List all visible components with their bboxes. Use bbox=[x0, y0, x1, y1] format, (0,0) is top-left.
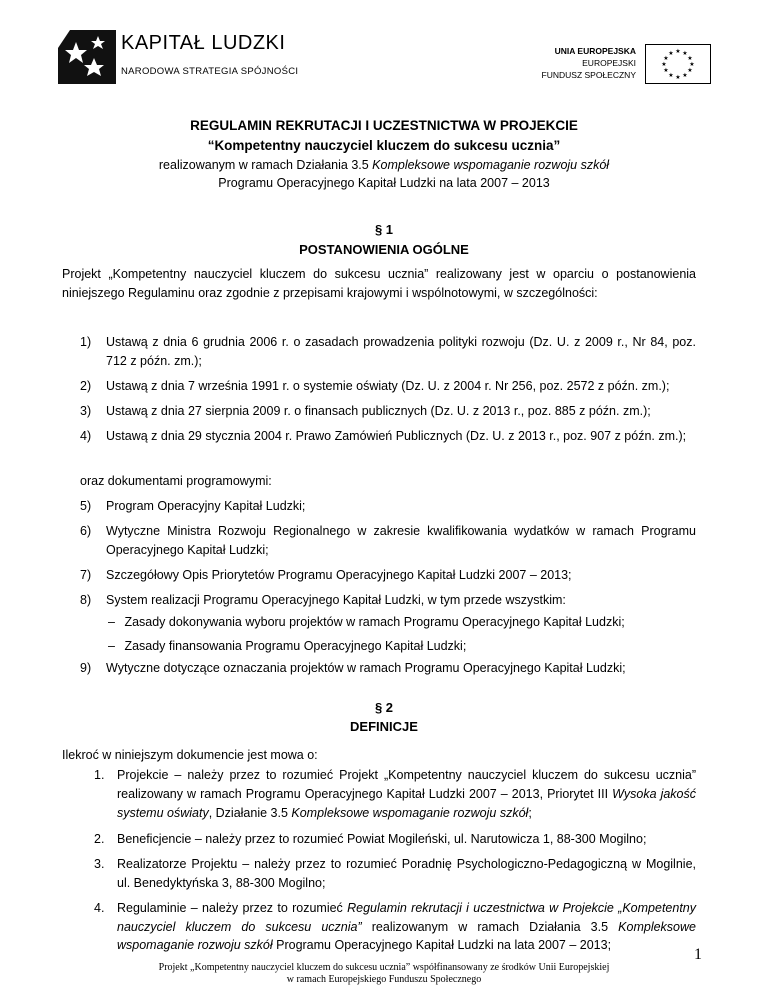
definition-italic-part: Kompleksowe wspomaganie rozwoju szkół bbox=[291, 806, 529, 820]
definition-item bbox=[94, 830, 696, 849]
definition-text bbox=[94, 899, 696, 955]
list-item-text: Szczegółowy Opis Priorytetów Programu Operacyjnego Kapitał Ludzki 2007 – 2013; bbox=[106, 568, 572, 582]
svg-text:★: ★ bbox=[682, 72, 688, 79]
svg-text:★: ★ bbox=[668, 72, 674, 79]
section-1-intro: Projekt „Kompetentny nauczyciel kluczem do sukcesu ucznia” realizowany jest w oparciu o postanowienia niniejszego Regulaminu oraz zgodnie z przepisami krajowymi i wspólnotowymi, w szczególności: bbox=[62, 267, 696, 300]
definition-text-part: , Działanie 3.5 bbox=[208, 806, 292, 820]
document-title: REGULAMIN REKRUTACJI I UCZESTNICTWA W PROJEKCIE bbox=[190, 118, 578, 133]
definition-text: Beneficjencie – należy przez to rozumieć Powiat Mogileński, ul. Narutowicza 1, 88-300 Mogilno; bbox=[117, 832, 647, 846]
logo-title: KAPITAŁ LUDZKI bbox=[121, 32, 286, 54]
title-line-3a: realizowanym w ramach Działania 3.5 bbox=[158, 158, 373, 172]
svg-text:★: ★ bbox=[682, 50, 688, 57]
definition-text: Realizatorze Projektu – należy przez to rozumieć Poradnię Psychologiczno-Pedagogiczną w Mogilnie, ul. Benedyktyńska 3, 88-300 Mogilno; bbox=[117, 857, 696, 890]
logo-subtitle: NARODOWA STRATEGIA SPÓJNOŚCI bbox=[121, 66, 299, 77]
sub-list-item bbox=[108, 637, 698, 656]
definition-item bbox=[94, 766, 696, 823]
dash-bullet: – bbox=[108, 639, 115, 653]
title-line-3b: Kompleksowe wspomaganie rozwoju szkół bbox=[372, 158, 610, 172]
definition-number: 2. bbox=[94, 832, 105, 846]
svg-text:★: ★ bbox=[661, 61, 667, 68]
definition-text-part: realizowanym w ramach Działania 3.5 bbox=[361, 919, 619, 934]
list-item-number: 7) bbox=[80, 568, 92, 582]
section-1-middle: oraz dokumentami programowymi: bbox=[80, 474, 272, 488]
list-item bbox=[80, 659, 696, 678]
eu-flag-icon bbox=[645, 44, 711, 84]
list-item bbox=[80, 566, 696, 585]
list-item-text: Ustawą z dnia 27 sierpnia 2009 r. o finansach publicznych (Dz. U. z 2013 r., poz. 885 z późn. zm.); bbox=[106, 404, 651, 418]
definition-number: 1. bbox=[94, 768, 105, 782]
list-item-number: 6) bbox=[80, 524, 92, 538]
definition-text-part: Projekcie – należy przez to rozumieć Projekt „Kompetentny nauczyciel kluczem do sukcesu ucznia” realizowany w ramach Programu Operacyjnego Kapitał Ludzki 2007 – 2013, Priorytet III bbox=[117, 768, 696, 801]
list-item bbox=[80, 591, 696, 610]
eu-line-2: EUROPEJSKI bbox=[582, 58, 636, 68]
svg-text:★: ★ bbox=[687, 67, 693, 74]
definition-italic-part: Regulamin rekrutacji i uczestnictwa w Projekcie „Kompetentny nauczyciel kluczem do sukcesu ucznia” bbox=[117, 901, 696, 934]
project-name: “Kompetentny nauczyciel kluczem do sukcesu ucznia” bbox=[207, 138, 561, 153]
list-item bbox=[80, 522, 696, 560]
section-1-heading: POSTANOWIENIA OGÓLNE bbox=[299, 242, 469, 257]
list-item bbox=[80, 497, 696, 516]
list-item-number: 2) bbox=[80, 379, 92, 393]
svg-text:★: ★ bbox=[663, 67, 669, 74]
list-item bbox=[80, 333, 696, 371]
dash-bullet: – bbox=[108, 615, 115, 629]
section-2-number: § 2 bbox=[374, 700, 394, 715]
definition-number: 3. bbox=[94, 857, 105, 871]
eu-line-1: UNIA EUROPEJSKA bbox=[554, 46, 636, 56]
list-item-number: 5) bbox=[80, 499, 92, 513]
sub-list-item bbox=[108, 613, 698, 632]
list-item-number: 3) bbox=[80, 404, 92, 418]
list-item-text: Ustawą z dnia 29 stycznia 2004 r. Prawo Zamówień Publicznych (Dz. U. z 2013 r., poz. 907 z późn. zm.); bbox=[106, 429, 687, 443]
section-1-number: § 1 bbox=[374, 222, 394, 237]
page-number: 1 bbox=[694, 946, 702, 963]
list-item-number: 9) bbox=[80, 661, 92, 675]
list-item bbox=[80, 377, 696, 396]
sub-list-item-text: Zasady dokonywania wyboru projektów w ramach Programu Operacyjnego Kapitał Ludzki; bbox=[124, 615, 625, 629]
svg-text:★: ★ bbox=[675, 48, 681, 55]
definition-text bbox=[94, 766, 696, 823]
list-item-text: Ustawą z dnia 6 grudnia 2006 r. o zasadach prowadzenia polityki rozwoju (Dz. U. z 2009 r., Nr 84, poz. 712 z późn. zm.); bbox=[106, 335, 696, 368]
definition-italic-part: Wysoka jakość systemu oświaty bbox=[117, 787, 697, 820]
list-item-text: Wytyczne dotyczące oznaczania projektów w ramach Programu Operacyjnego Kapitał Ludzki; bbox=[106, 661, 626, 675]
sub-list-item-text: Zasady finansowania Programu Operacyjnego Kapitał Ludzki; bbox=[124, 639, 467, 653]
eu-line-3: FUNDUSZ SPOŁECZNY bbox=[541, 70, 636, 80]
section-2-intro: Ilekroć w niniejszym dokumencie jest mowa o: bbox=[62, 748, 318, 762]
svg-text:★: ★ bbox=[668, 50, 674, 57]
title-line-4: Programu Operacyjnego Kapitał Ludzki na lata 2007 – 2013 bbox=[218, 176, 550, 190]
eu-label bbox=[542, 45, 636, 81]
definition-text-part: Programu Operacyjnego Kapitał Ludzki na lata 2007 – 2013; bbox=[272, 938, 612, 952]
definition-text-part: Regulaminie – należy przez to rozumieć bbox=[117, 901, 348, 915]
list-item-text: Ustawą z dnia 7 września 1991 r. o systemie oświaty (Dz. U. z 2004 r. Nr 256, poz. 2572 z późn. zm.); bbox=[106, 379, 670, 393]
footer bbox=[0, 962, 768, 986]
title-line-3 bbox=[0, 158, 768, 172]
list-item-number: 8) bbox=[80, 593, 92, 607]
list-item-text: System realizacji Programu Operacyjnego Kapitał Ludzki, w tym przede wszystkim: bbox=[106, 593, 566, 607]
definition-italic-part: Kompleksowe wspomaganie rozwoju szkół bbox=[117, 919, 696, 952]
kapital-ludzki-logo-icon bbox=[56, 28, 118, 86]
definition-text-part: ; bbox=[528, 806, 532, 820]
footer-line-1: Projekt „Kompetentny nauczyciel kluczem do sukcesu ucznia” współfinansowany ze środków Unii Europejskiej bbox=[158, 962, 610, 973]
svg-text:★: ★ bbox=[689, 61, 695, 68]
definition-number: 4. bbox=[94, 901, 105, 915]
list-item-text: Wytyczne Ministra Rozwoju Regionalnego w zakresie kwalifikowania wydatków w ramach Programu Operacyjnego Kapitał Ludzki; bbox=[106, 524, 696, 557]
list-item-number: 1) bbox=[80, 335, 92, 349]
svg-text:★: ★ bbox=[687, 55, 693, 62]
list-item-number: 4) bbox=[80, 429, 92, 443]
list-item-text: Program Operacyjny Kapitał Ludzki; bbox=[106, 499, 306, 513]
definition-item bbox=[94, 899, 696, 955]
list-item bbox=[80, 427, 696, 446]
section-2-heading: DEFINICJE bbox=[350, 719, 418, 734]
svg-text:★: ★ bbox=[675, 74, 681, 81]
definition-item bbox=[94, 855, 696, 893]
list-item bbox=[80, 402, 696, 421]
svg-text:★: ★ bbox=[663, 55, 669, 62]
footer-line-2: w ramach Europejskiego Funduszu Społecznego bbox=[286, 974, 482, 985]
